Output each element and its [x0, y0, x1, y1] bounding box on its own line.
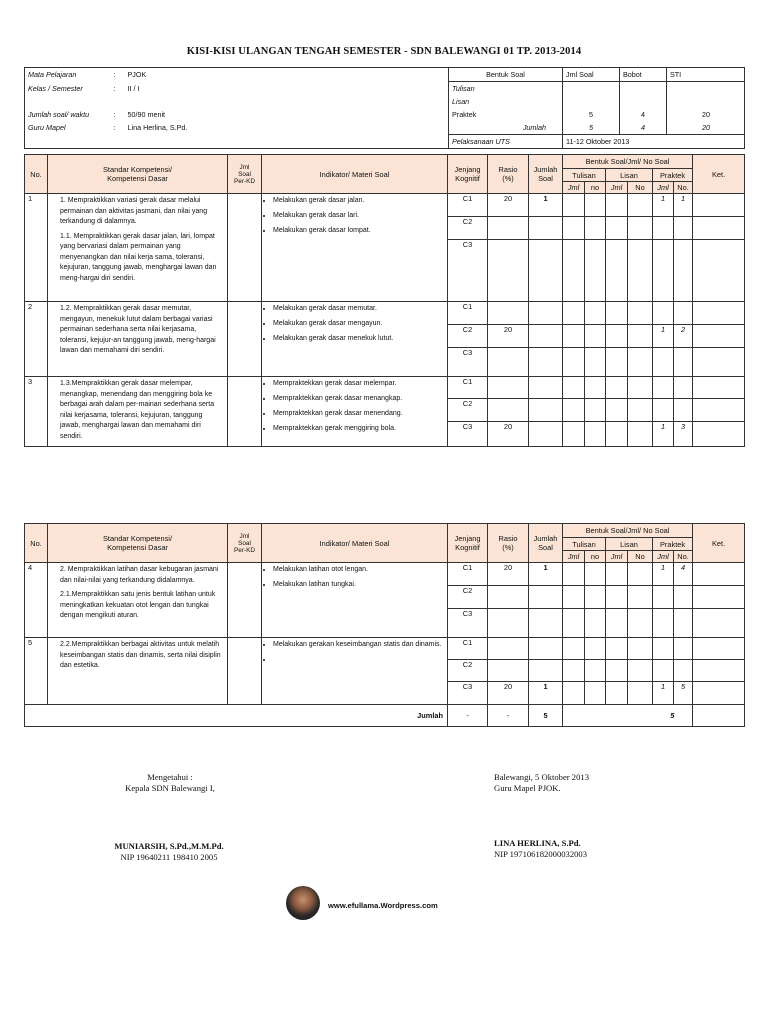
- avatar: [286, 886, 320, 920]
- col-jml-soal: Jml Soal Per-KD: [228, 155, 262, 194]
- col-bentuk-soal: Bentuk Soal/Jml/ No Soal: [563, 524, 693, 538]
- jenjang-kognitif: C2: [448, 217, 488, 240]
- jenjang-kognitif: C2: [448, 325, 488, 348]
- jenjang-kognitif: C1: [448, 302, 488, 325]
- jenjang-kognitif: C2: [448, 399, 488, 421]
- jenjang-kognitif: C1: [448, 377, 488, 399]
- headmaster-name: MUNIARSIH, S.Pd.,M.M.Pd.: [114, 841, 224, 851]
- col-no: No.: [25, 524, 48, 563]
- kelas-value: II / I: [127, 83, 140, 93]
- list-item: • Mempraktekkan gerak menggiring bola.: [273, 424, 444, 433]
- col-standar-kompetensi: Standar Kompetensi/ Kompetensi Dasar: [48, 155, 228, 194]
- row-no: 1: [25, 194, 48, 302]
- table-row: C3 20 1 1 5: [25, 682, 745, 705]
- col-jenjang: Jenjang Kognitif: [448, 524, 488, 563]
- list-item: • Melakukan gerak dasar mengayun.: [273, 319, 444, 328]
- jenjang-kognitif: C3: [448, 609, 488, 638]
- list-item: • Melakukan gerak dasar lari.: [273, 211, 444, 220]
- col-ket: Ket.: [693, 155, 745, 194]
- total-row: Jumlah - - 5 5: [25, 705, 745, 727]
- jenjang-kognitif: C2: [448, 660, 488, 682]
- jenjang-kognitif: C2: [448, 586, 488, 609]
- info-table: Mata Pelajaran : PJOK Bentuk Soal Jml Soal Bobot STI Kelas / Semester : II / I Tulisan Lisan Jumlah soal/ waktu : 50/90 menit Praktek 5 4 20 Guru Mapel : Lina Herlina, S.Pd. Jumlah 5 4 20 Pelaksanaan UTS 11-12 Oktober 2013: [24, 67, 745, 149]
- list-item: • Melakukan gerak dasar memutar.: [273, 304, 444, 313]
- col-jml-soal: Jml Soal Per-KD: [228, 524, 262, 563]
- indikator-list: [262, 302, 448, 377]
- kompetensi-dasar: 1. Mempraktikkan variasi gerak dasar melalui permainan dan aktivitas jasmani, dan nilai yang terkandung di dalamnya. 1.1. Mempraktikkan gerak dasar jalan, lari, lompat yang bervariasi dalam permainan yang menyenangkan dan nilai kerja sama, toleransi, kejujuran, tanggung jawab, menghargai lawan dan meng-hargai diri sendiri.: [48, 194, 228, 302]
- jenjang-kognitif: C1: [448, 194, 488, 217]
- kisi-table-2: No. Standar Kompetensi/ Kompetensi Dasar Jml Soal Per-KD Indikator/ Materi Soal Jenjang Kognitif Rasio (%) Jumlah Soal Bentuk Soal/Jml/ No Soal Ket. Tulisan Lisan Praktek Jml no Jml No Jml No. 4 2. Mempraktikkan latihan dasar kebugaran jasmani dan nilai-nilai yang terkandung didalamnya. 2.1.Mempraktikkan satu jenis bentuk latihan untuk meningkatkan kekuatan otot lengan dan tungkai dengan mengikuti aturan. • Melakukan latihan otot lengan. • Melakukan latihan tungkai. C1 20 1 1 4 C2 C3 5 2.2.Mempraktikkan berbagai aktivitas untuk melatih keseimbangan statis dan dinamis, serta nilai disiplin dan estetika. • Melakukan gerakan keseimbangan statis dan dinamis. • C1 C2 C3 20 1 1 5 Jumlah - - 5 5: [24, 523, 745, 727]
- pelaksanaan-value: 11-12 Oktober 2013: [563, 135, 745, 149]
- col-ket: Ket.: [693, 524, 745, 563]
- list-item: • Mempraktekkan gerak dasar menendang.: [273, 409, 444, 418]
- mapel-value: PJOK: [127, 70, 147, 80]
- jenjang-kognitif: C3: [448, 240, 488, 302]
- list-item: • Melakukan gerak dasar menekuk lutut.: [273, 334, 444, 343]
- col-jumlah: Jumlah Soal: [529, 524, 563, 563]
- indikator-list: [262, 563, 448, 638]
- table-row: C2 20 1 2: [25, 325, 745, 348]
- mapel-label: Mata Pelajaran: [28, 70, 77, 80]
- indikator-list: [262, 638, 448, 705]
- kompetensi-dasar: 2. Mempraktikkan latihan dasar kebugaran jasmani dan nilai-nilai yang terkandung didalamnya. 2.1.Mempraktikkan satu jenis bentuk latihan untuk meningkatkan kekuatan otot lengan dan tungkai dengan mengikuti aturan.: [48, 563, 228, 638]
- table-row: [25, 377, 745, 399]
- row-no: 5: [25, 638, 48, 705]
- col-rasio: Rasio (%): [488, 155, 529, 194]
- table-row: [25, 302, 745, 325]
- table-row: 1 1. Mempraktikkan variasi gerak dasar melalui permainan dan aktivitas jasmani, dan nilai yang terkandung di dalamnya. 1.1. Mempraktikkan gerak dasar jalan, lari, lompat yang bervariasi dalam permainan yang menyenangkan dan nilai kerja sama, toleransi, kejujuran, tanggung jawab, menghargai lawan dan meng-hargai diri sendiri. • Melakukan gerak dasar jalan. • Melakukan gerak dasar lari. • Melakukan gerak dasar lompat. C1 20 1 1 1: [25, 194, 745, 217]
- col-jumlah: Jumlah Soal: [529, 155, 563, 194]
- list-item: • Melakukan gerakan keseimbangan statis dan dinamis.: [273, 640, 444, 649]
- jenjang-kognitif: C3: [448, 421, 488, 446]
- col-bentuk-soal: Bentuk Soal/Jml/ No Soal: [563, 155, 693, 169]
- kisi-table-1: No. Standar Kompetensi/ Kompetensi Dasar Jml Soal Per-KD Indikator/ Materi Soal Jenjang Kognitif Rasio (%) Jumlah Soal Bentuk Soal/Jml/ No Soal Ket. Tulisan Lisan Praktek Jml no Jml No Jml No. 1 1. Mempraktikkan variasi gerak dasar melalui permainan dan aktivitas jasmani, dan nilai yang terkandung di dalamnya. 1.1. Mempraktikkan gerak dasar jalan, lari, lompat yang bervariasi dalam permainan yang menyenangkan dan nilai kerja sama, toleransi, kejujuran, tanggung jawab, menghargai lawan dan meng-hargai diri sendiri. • Melakukan gerak dasar jalan. • Melakukan gerak dasar lari. • Melakukan gerak dasar lompat. C1 20 1 1 1 C2 C3 2 1.2. Mempraktikkan gerak dasar memutar, mengayun, menekuk lutut dalam berbagai variasi permainan sederhana serta nilai kerjasama, toleransi, kejujur-an tanggung jawab, meng-hargai lawan dan memahami diri sendiri. • Melakukan gerak dasar memutar. • Melakukan gerak dasar mengayun. • Melakukan gerak dasar menekuk lutut. C1 C2 20 1 2 C3 3 1.3.Mempraktikkan gerak dasar melempar, menangkap, menendang dan menggiring bola ke berbagai arah dalam per-mainan sederhana serta nilai kerjasama, toleransi, kejujuran, tanggung jawab, menghargai lawan dan memahami diri sendiri. • Mempraktekkan gerak dasar melempar. • Mempraktekkan gerak dasar menangkap. • Mempraktekkan gerak dasar menendang. • Mempraktekkan gerak menggiring bola. C1 C2 C3 20 1 3: [24, 154, 745, 447]
- table-row: [25, 638, 745, 660]
- jenjang-kognitif: C1: [448, 563, 488, 586]
- jenjang-kognitif: C1: [448, 638, 488, 660]
- kompetensi-dasar: 2.2.Mempraktikkan berbagai aktivitas untuk melatih keseimbangan statis dan dinamis, serta nilai disiplin dan estetika.: [48, 638, 228, 705]
- teacher-name: LINA HERLINA, S.Pd.: [494, 838, 581, 848]
- list-item: • Mempraktekkan gerak dasar menangkap.: [273, 394, 444, 403]
- col-no: No.: [25, 155, 48, 194]
- indikator-list: [262, 377, 448, 447]
- row-no: 3: [25, 377, 48, 447]
- website-link[interactable]: www.efullama.Wordpress.com: [328, 901, 438, 910]
- list-item: • Melakukan latihan otot lengan.: [273, 565, 444, 574]
- guru-value: Lina Herlina, S.Pd.: [127, 123, 188, 133]
- col-indikator: Indikator/ Materi Soal: [262, 524, 448, 563]
- col-jenjang: Jenjang Kognitif: [448, 155, 488, 194]
- list-item: • Melakukan gerak dasar lompat.: [273, 226, 444, 235]
- kompetensi-dasar: 1.2. Mempraktikkan gerak dasar memutar, mengayun, menekuk lutut dalam berbagai variasi permainan sederhana serta nilai kerjasama, toleransi, kejujur-an tanggung jawab, meng-hargai lawan dan memahami diri sendiri.: [48, 302, 228, 377]
- table-row: C3 20 1 3: [25, 421, 745, 446]
- col-rasio: Rasio (%): [488, 524, 529, 563]
- list-item: • Melakukan gerak dasar jalan.: [273, 196, 444, 205]
- jenjang-kognitif: C3: [448, 682, 488, 705]
- jumlah-soal-value: 50/90 menit: [127, 110, 166, 119]
- kompetensi-dasar: 1.3.Mempraktikkan gerak dasar melempar, menangkap, menendang dan menggiring bola ke berbagai arah dalam per-mainan sederhana serta nilai kerjasama, toleransi, kejujuran, tanggung jawab, menghargai lawan dan memahami diri sendiri.: [48, 377, 228, 447]
- list-item: • Melakukan latihan tungkai.: [273, 580, 444, 589]
- list-item: [273, 655, 444, 664]
- col-standar-kompetensi: Standar Kompetensi/ Kompetensi Dasar: [48, 524, 228, 563]
- indikator-list: [262, 194, 448, 302]
- document-title: KISI-KISI ULANGAN TENGAH SEMESTER - SDN BALEWANGI 01 TP. 2013-2014: [186, 46, 582, 57]
- table-row: 4 2. Mempraktikkan latihan dasar kebugaran jasmani dan nilai-nilai yang terkandung didalamnya. 2.1.Mempraktikkan satu jenis bentuk latihan untuk meningkatkan kekuatan otot lengan dan tungkai dengan mengikuti aturan. • Melakukan latihan otot lengan. • Melakukan latihan tungkai. C1 20 1 1 4: [25, 563, 745, 586]
- row-no: 2: [25, 302, 48, 377]
- col-indikator: Indikator/ Materi Soal: [262, 155, 448, 194]
- list-item: • Mempraktekkan gerak dasar melempar.: [273, 379, 444, 388]
- jenjang-kognitif: C3: [448, 348, 488, 377]
- row-no: 4: [25, 563, 48, 638]
